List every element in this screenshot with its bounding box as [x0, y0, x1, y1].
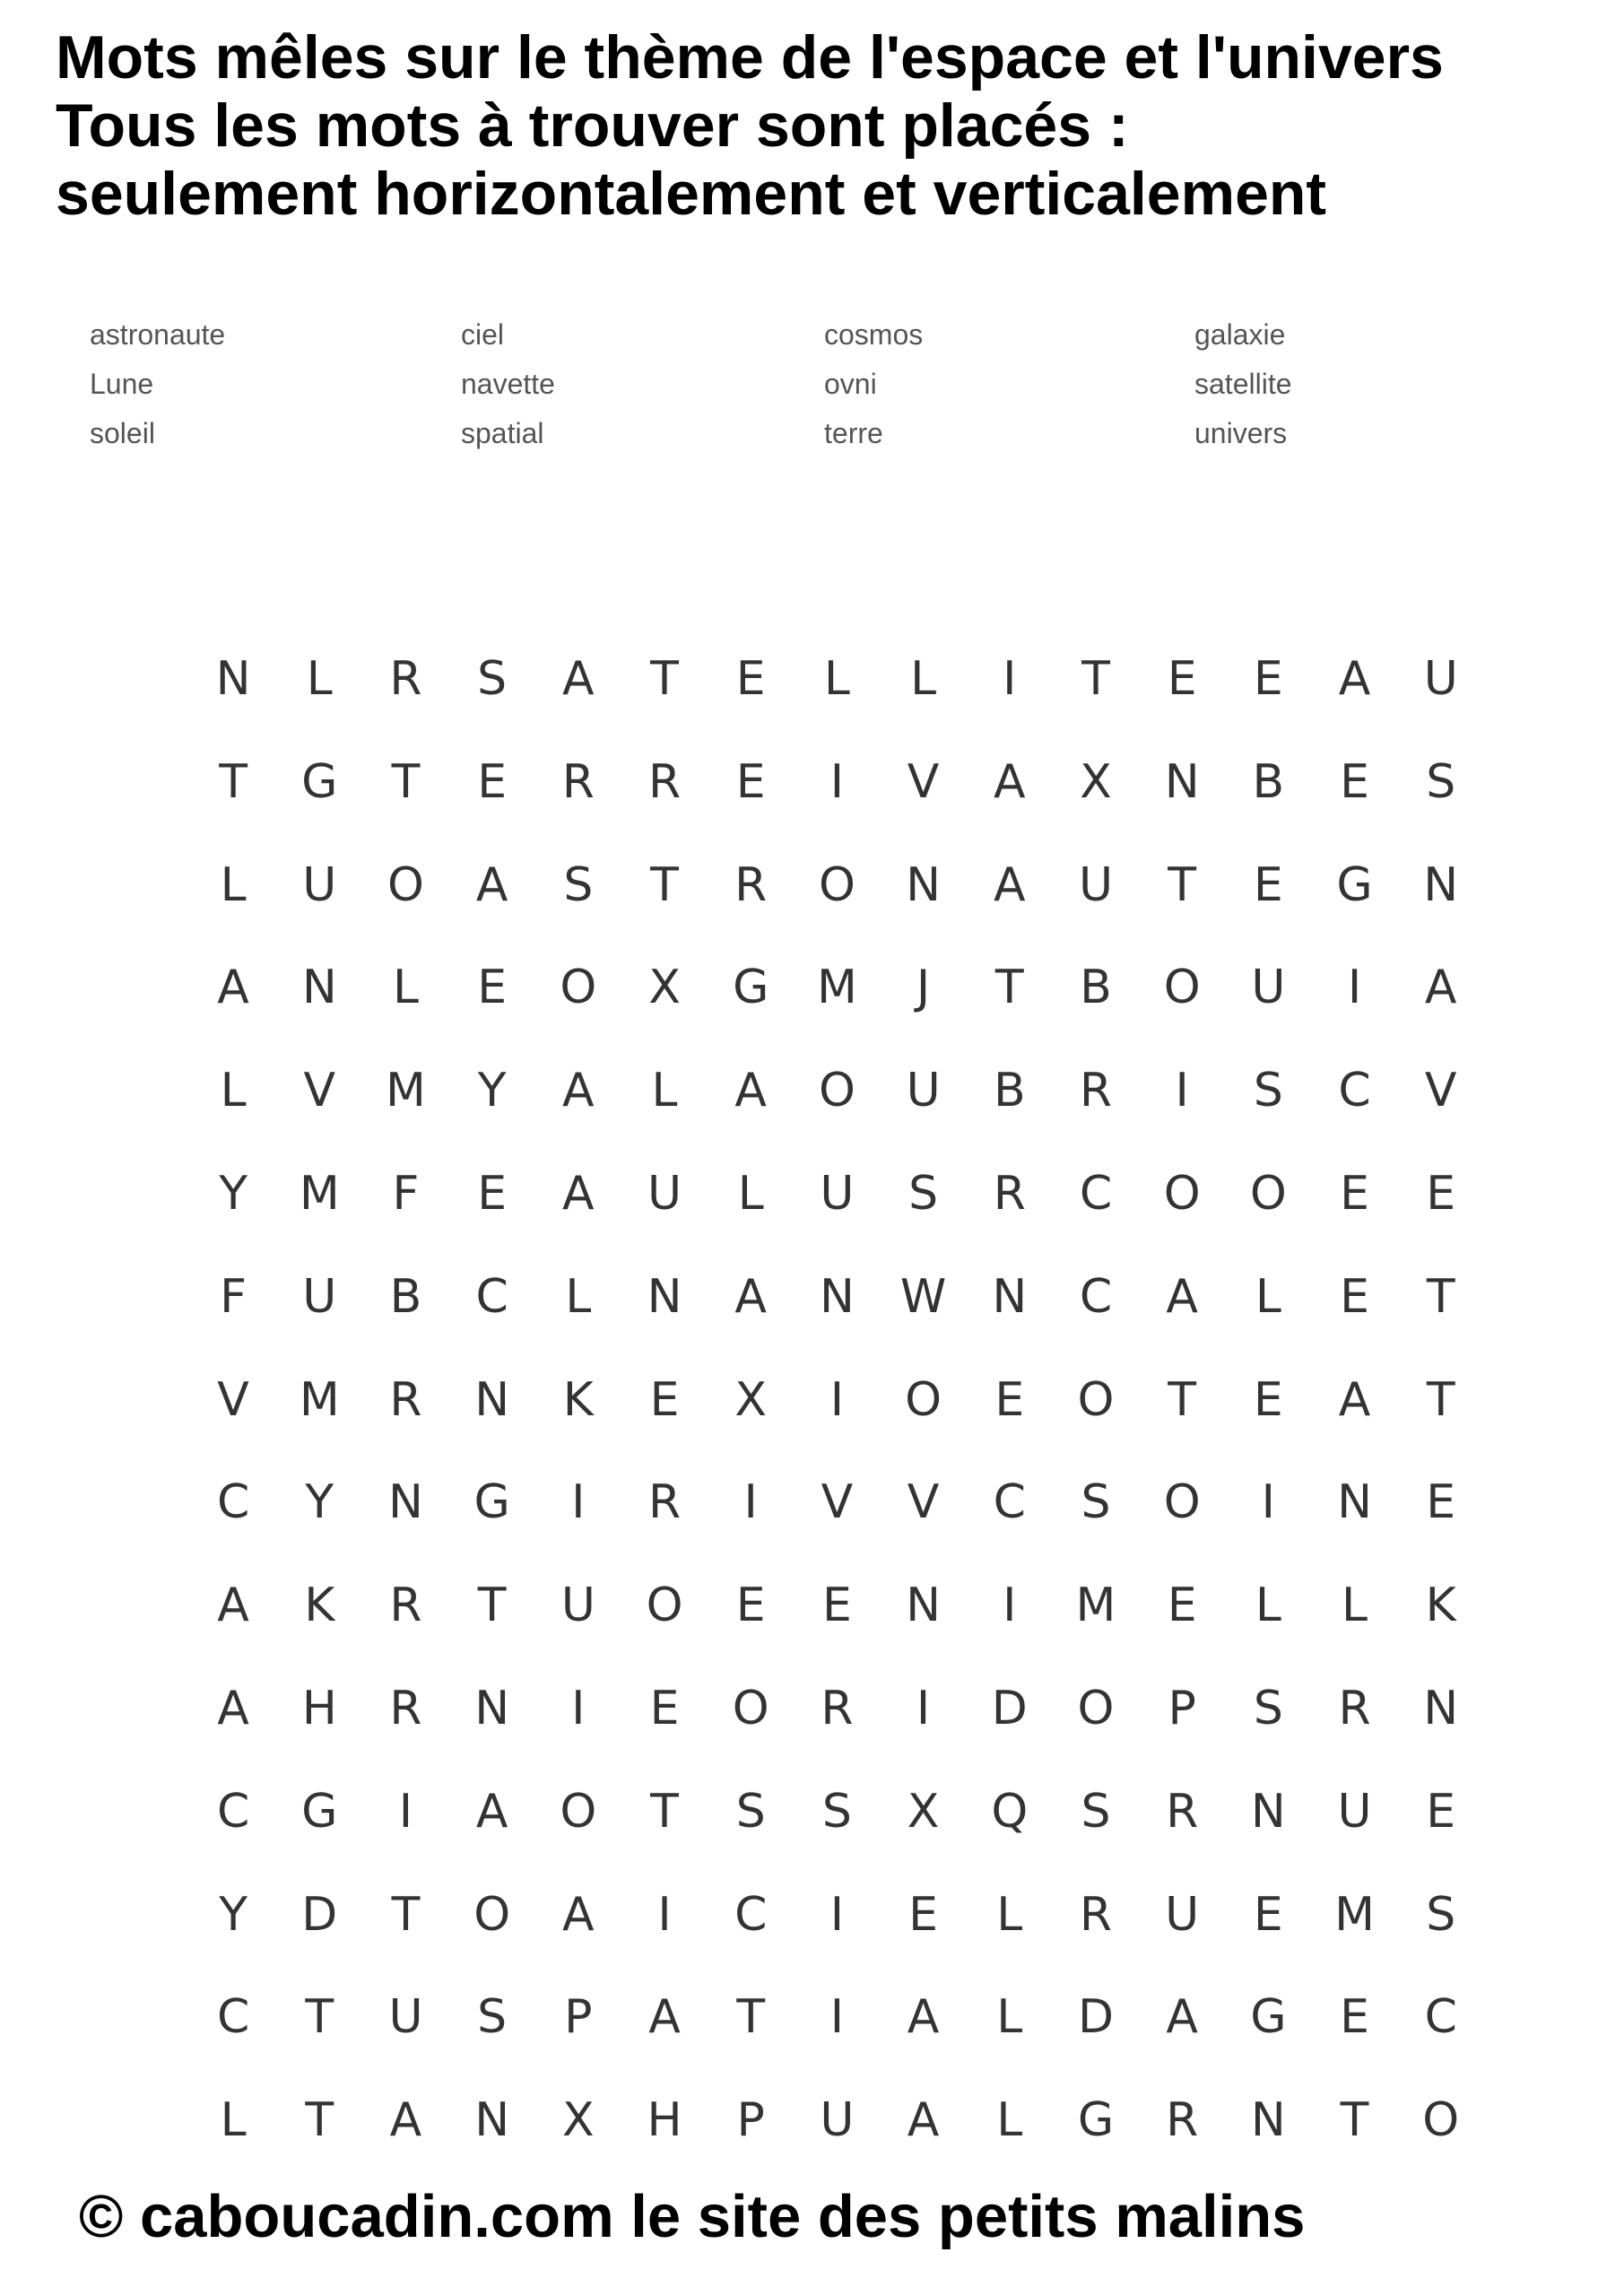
grid-letter: V: [821, 1475, 854, 1530]
grid-letter: I: [1003, 1578, 1017, 1633]
grid-letter: B: [993, 1064, 1026, 1118]
grid-letter: T: [1426, 1269, 1455, 1324]
grid-letter: C: [1079, 1166, 1113, 1221]
grid-letter: Y: [477, 1064, 507, 1118]
grid-letter: R: [561, 754, 595, 809]
grid-letter: D: [301, 1887, 338, 1942]
grid-letter: E: [1426, 1475, 1456, 1530]
grid-letter: Y: [219, 1887, 248, 1942]
grid-letter: I: [1261, 1475, 1276, 1530]
grid-letter: A: [734, 1269, 767, 1324]
grid-letter: T: [994, 961, 1024, 1015]
grid-letter: E: [735, 754, 766, 809]
grid-letter: A: [217, 1681, 249, 1735]
grid-letter: L: [220, 2093, 247, 2148]
grid-letter: S: [563, 857, 594, 912]
grid-letter: N: [1250, 1784, 1286, 1839]
instructions-line-2: seulement horizontalement et verticalement: [56, 160, 1327, 228]
grid-letter: L: [220, 1064, 247, 1118]
grid-letter: E: [1340, 754, 1369, 809]
grid-letter: C: [475, 1269, 508, 1324]
grid-letter: W: [899, 1269, 947, 1324]
grid-letter: A: [562, 1887, 595, 1942]
grid-letter: L: [1342, 1578, 1368, 1633]
grid-letter: U: [302, 857, 337, 912]
grid-letter: Y: [305, 1475, 334, 1530]
grid-letter: E: [908, 1887, 939, 1942]
grid-letter: E: [735, 652, 766, 706]
grid-letter: J: [916, 961, 931, 1015]
grid-letter: H: [647, 2093, 682, 2148]
grid-letter: T: [736, 1990, 766, 2045]
grid-letter: O: [1163, 961, 1201, 1015]
grid-letter: T: [1426, 1372, 1455, 1427]
grid-letter: Y: [219, 1166, 248, 1221]
grid-letter: L: [910, 652, 937, 706]
grid-letter: F: [220, 1269, 248, 1324]
grid-letter: N: [1250, 2093, 1286, 2148]
grid-letter: O: [1422, 2093, 1460, 2148]
grid-letter: E: [994, 1372, 1025, 1427]
grid-letter: A: [475, 1784, 508, 1839]
grid-letter: T: [1168, 857, 1197, 912]
grid-letter: U: [906, 1064, 941, 1118]
grid-letter: A: [993, 857, 1026, 912]
grid-letter: R: [389, 652, 422, 706]
grid-letter: T: [391, 1887, 421, 1942]
grid-letter: O: [646, 1578, 683, 1633]
grid-letter: K: [562, 1372, 594, 1427]
grid-letter: T: [477, 1578, 507, 1633]
grid-letter: B: [389, 1269, 422, 1324]
grid-letter: A: [389, 2093, 422, 2148]
grid-letter: A: [475, 857, 508, 912]
grid-letter: T: [650, 652, 679, 706]
grid-letter: N: [474, 1681, 510, 1735]
grid-letter: A: [907, 2093, 940, 2148]
grid-letter: A: [1338, 1372, 1371, 1427]
word-list: [90, 310, 1399, 458]
grid-letter: N: [906, 1578, 942, 1633]
grid-letter: O: [732, 1681, 769, 1735]
word-list-item: ciel: [461, 318, 505, 351]
grid-letter: A: [993, 754, 1026, 809]
grid-letter: S: [1253, 1064, 1283, 1118]
grid-letter: L: [1255, 1578, 1281, 1633]
grid-letter: E: [1167, 652, 1197, 706]
grid-letter: O: [473, 1887, 511, 1942]
grid-letter: E: [1426, 1166, 1456, 1221]
grid-letter: L: [220, 857, 247, 912]
grid-letter: R: [993, 1166, 1026, 1221]
grid-letter: O: [560, 1784, 597, 1839]
grid-letter: A: [562, 1064, 595, 1118]
grid-letter: T: [391, 754, 421, 809]
grid-letter: T: [650, 857, 679, 912]
grid-letter: U: [1078, 857, 1113, 912]
word-list-item: ovni: [824, 368, 877, 400]
grid-letter: T: [305, 1990, 334, 2045]
grid-letter: R: [1166, 2093, 1199, 2148]
grid-letter: E: [477, 1166, 508, 1221]
grid-letter: M: [816, 961, 857, 1015]
grid-letter: L: [565, 1269, 592, 1324]
grid-letter: I: [743, 1475, 758, 1530]
grid-letter: O: [1249, 1166, 1287, 1221]
grid-letter: A: [217, 1578, 249, 1633]
grid-letter: G: [473, 1475, 510, 1530]
grid-letter: T: [650, 1784, 679, 1839]
grid-letter: A: [1338, 652, 1371, 706]
grid-letter: P: [564, 1990, 593, 2045]
grid-letter: R: [389, 1372, 422, 1427]
grid-letter: E: [649, 1372, 680, 1427]
grid-letter: E: [1340, 1269, 1369, 1324]
grid-letter: L: [996, 2093, 1023, 2148]
grid-letter: A: [648, 1990, 681, 2045]
grid-letter: I: [916, 1681, 931, 1735]
grid-letter: X: [648, 961, 681, 1015]
grid-letter: N: [301, 961, 337, 1015]
grid-letter: N: [819, 1269, 855, 1324]
grid-letter: E: [1426, 1784, 1456, 1839]
grid-letter: S: [1081, 1475, 1111, 1530]
grid-letter: B: [1080, 961, 1112, 1015]
grid-letter: T: [219, 754, 248, 809]
grid-letter: A: [562, 1166, 595, 1221]
grid-letter: E: [735, 1578, 766, 1633]
word-list-item: terre: [824, 417, 883, 449]
grid-letter: S: [477, 652, 508, 706]
grid-letter: I: [571, 1475, 586, 1530]
grid-letter: G: [1336, 857, 1373, 912]
grid-letter: U: [302, 1269, 337, 1324]
grid-letter: I: [1003, 652, 1017, 706]
grid-letter: I: [571, 1681, 586, 1735]
grid-letter: U: [1423, 652, 1458, 706]
grid-letter: M: [1334, 1887, 1375, 1942]
grid-letter: K: [304, 1578, 335, 1633]
grid-letter: C: [1338, 1064, 1371, 1118]
grid-letter: V: [907, 754, 940, 809]
grid-letter: C: [734, 1887, 768, 1942]
grid-letter: O: [818, 857, 855, 912]
grid-letter: E: [1253, 1372, 1283, 1427]
grid-letter: P: [736, 2093, 765, 2148]
grid-letter: E: [1253, 652, 1283, 706]
grid-letter: C: [993, 1475, 1026, 1530]
word-list-item: cosmos: [824, 318, 924, 351]
grid-letter: L: [1255, 1269, 1281, 1324]
grid-letter: U: [820, 2093, 855, 2148]
word-list-item: univers: [1194, 417, 1288, 449]
word-list-item: satellite: [1194, 368, 1292, 400]
grid-letter: O: [560, 961, 597, 1015]
grid-letter: E: [649, 1681, 680, 1735]
grid-letter: R: [821, 1681, 854, 1735]
grid-letter: I: [829, 1887, 845, 1942]
grid-letter: I: [829, 1990, 845, 2045]
grid-letter: O: [1077, 1681, 1115, 1735]
grid-letter: V: [907, 1475, 940, 1530]
grid-letter: L: [392, 961, 419, 1015]
grid-letter: I: [657, 1887, 672, 1942]
grid-letter: U: [820, 1166, 855, 1221]
grid-letter: E: [1253, 857, 1283, 912]
grid-letter: R: [1338, 1681, 1371, 1735]
grid-letter: C: [216, 1990, 250, 2045]
grid-letter: P: [1168, 1681, 1196, 1735]
grid-letter: M: [1075, 1578, 1116, 1633]
word-list-item: galaxie: [1194, 318, 1286, 351]
grid-letter: L: [996, 1887, 1023, 1942]
grid-letter: R: [647, 754, 682, 809]
grid-letter: O: [1077, 1372, 1115, 1427]
grid-letter: R: [734, 857, 768, 912]
grid-letter: A: [1424, 961, 1457, 1015]
grid-letter: N: [474, 2093, 510, 2148]
grid-letter: I: [1347, 961, 1362, 1015]
grid-letter: C: [1079, 1269, 1113, 1324]
grid-letter: D: [991, 1681, 1028, 1735]
grid-letter: X: [562, 2093, 595, 2148]
word-list-item: Lune: [90, 368, 154, 400]
grid-letter: U: [1165, 1887, 1200, 1942]
page-title: Mots mêles sur le thème de l'espace et l'univers: [56, 23, 1444, 91]
grid-letter: N: [474, 1372, 510, 1427]
grid-letter: K: [1425, 1578, 1456, 1633]
grid-letter: L: [651, 1064, 678, 1118]
footer-credit: © caboucadin.com le site des petits malins: [79, 2183, 1306, 2250]
grid-letter: A: [217, 961, 249, 1015]
grid-letter: N: [1337, 1475, 1372, 1530]
grid-letter: T: [1168, 1372, 1197, 1427]
grid-letter: N: [215, 652, 251, 706]
grid-letter: N: [388, 1475, 423, 1530]
grid-letter: N: [1423, 1681, 1459, 1735]
grid-letter: R: [1079, 1064, 1113, 1118]
grid-letter: S: [477, 1990, 508, 2045]
grid-letter: U: [560, 1578, 595, 1633]
letter-grid: [190, 628, 1484, 2172]
grid-letter: C: [1424, 1990, 1457, 2045]
grid-letter: B: [1252, 754, 1285, 809]
grid-letter: A: [1166, 1990, 1198, 2045]
grid-letter: V: [303, 1064, 336, 1118]
instructions-line-1: Tous les mots à trouver sont placés :: [56, 91, 1129, 160]
grid-letter: H: [301, 1681, 337, 1735]
grid-letter: O: [905, 1372, 942, 1427]
word-list-item: spatial: [461, 417, 544, 449]
grid-letter: S: [1426, 1887, 1456, 1942]
grid-letter: R: [389, 1681, 422, 1735]
grid-letter: L: [823, 652, 850, 706]
grid-letter: R: [1166, 1784, 1199, 1839]
grid-letter: E: [1167, 1578, 1197, 1633]
grid-letter: T: [1081, 652, 1110, 706]
grid-letter: L: [737, 1166, 764, 1221]
grid-letter: R: [1079, 1887, 1113, 1942]
grid-letter: M: [299, 1166, 340, 1221]
grid-letter: I: [1175, 1064, 1189, 1118]
grid-letter: U: [1337, 1784, 1372, 1839]
grid-letter: X: [734, 1372, 768, 1427]
grid-letter: O: [1163, 1166, 1201, 1221]
grid-letter: S: [1426, 754, 1456, 809]
grid-letter: U: [647, 1166, 682, 1221]
header: [56, 23, 1598, 228]
grid-letter: E: [1340, 1166, 1369, 1221]
grid-letter: S: [1253, 1681, 1283, 1735]
grid-letter: E: [1340, 1990, 1369, 2045]
grid-letter: G: [1077, 2093, 1115, 2148]
grid-letter: F: [392, 1166, 420, 1221]
grid-letter: X: [907, 1784, 940, 1839]
grid-letter: E: [1253, 1887, 1283, 1942]
grid-letter: D: [1077, 1990, 1114, 2045]
grid-letter: I: [398, 1784, 413, 1839]
grid-letter: T: [305, 2093, 334, 2148]
grid-letter: C: [216, 1784, 250, 1839]
grid-letter: R: [647, 1475, 682, 1530]
grid-letter: N: [1164, 754, 1200, 809]
grid-letter: S: [821, 1784, 852, 1839]
grid-letter: S: [908, 1166, 939, 1221]
grid-letter: O: [818, 1064, 855, 1118]
grid-letter: I: [829, 1372, 845, 1427]
grid-letter: V: [1424, 1064, 1457, 1118]
word-list-item: navette: [461, 368, 555, 400]
grid-letter: T: [1340, 2093, 1369, 2148]
grid-letter: O: [387, 857, 424, 912]
grid-letter: E: [821, 1578, 852, 1633]
grid-letter: G: [733, 961, 769, 1015]
grid-letter: N: [992, 1269, 1028, 1324]
grid-letter: G: [301, 754, 338, 809]
grid-letter: O: [1163, 1475, 1201, 1530]
word-list-item: soleil: [90, 417, 155, 449]
grid-letter: S: [735, 1784, 766, 1839]
grid-letter: S: [1081, 1784, 1111, 1839]
grid-letter: A: [734, 1064, 767, 1118]
grid-letter: X: [1080, 754, 1112, 809]
grid-letter: M: [386, 1064, 426, 1118]
grid-letter: A: [562, 652, 595, 706]
grid-letter: L: [996, 1990, 1023, 2045]
grid-letter: G: [301, 1784, 338, 1839]
grid-letter: E: [477, 961, 508, 1015]
grid-letter: I: [829, 754, 845, 809]
grid-letter: E: [477, 754, 508, 809]
grid-letter: U: [388, 1990, 423, 2045]
word-list-item: astronaute: [90, 318, 226, 351]
grid-letter: M: [299, 1372, 340, 1427]
grid-letter: A: [1166, 1269, 1198, 1324]
grid-letter: N: [906, 857, 942, 912]
grid-letter: A: [907, 1990, 940, 2045]
grid-letter: Q: [991, 1784, 1029, 1839]
grid-letter: V: [217, 1372, 249, 1427]
grid-letter: N: [1423, 857, 1459, 912]
grid-letter: G: [1250, 1990, 1287, 2045]
grid-letter: L: [306, 652, 333, 706]
grid-letter: U: [1251, 961, 1286, 1015]
grid-letter: R: [389, 1578, 422, 1633]
grid-letter: C: [216, 1475, 250, 1530]
grid-letter: N: [647, 1269, 682, 1324]
